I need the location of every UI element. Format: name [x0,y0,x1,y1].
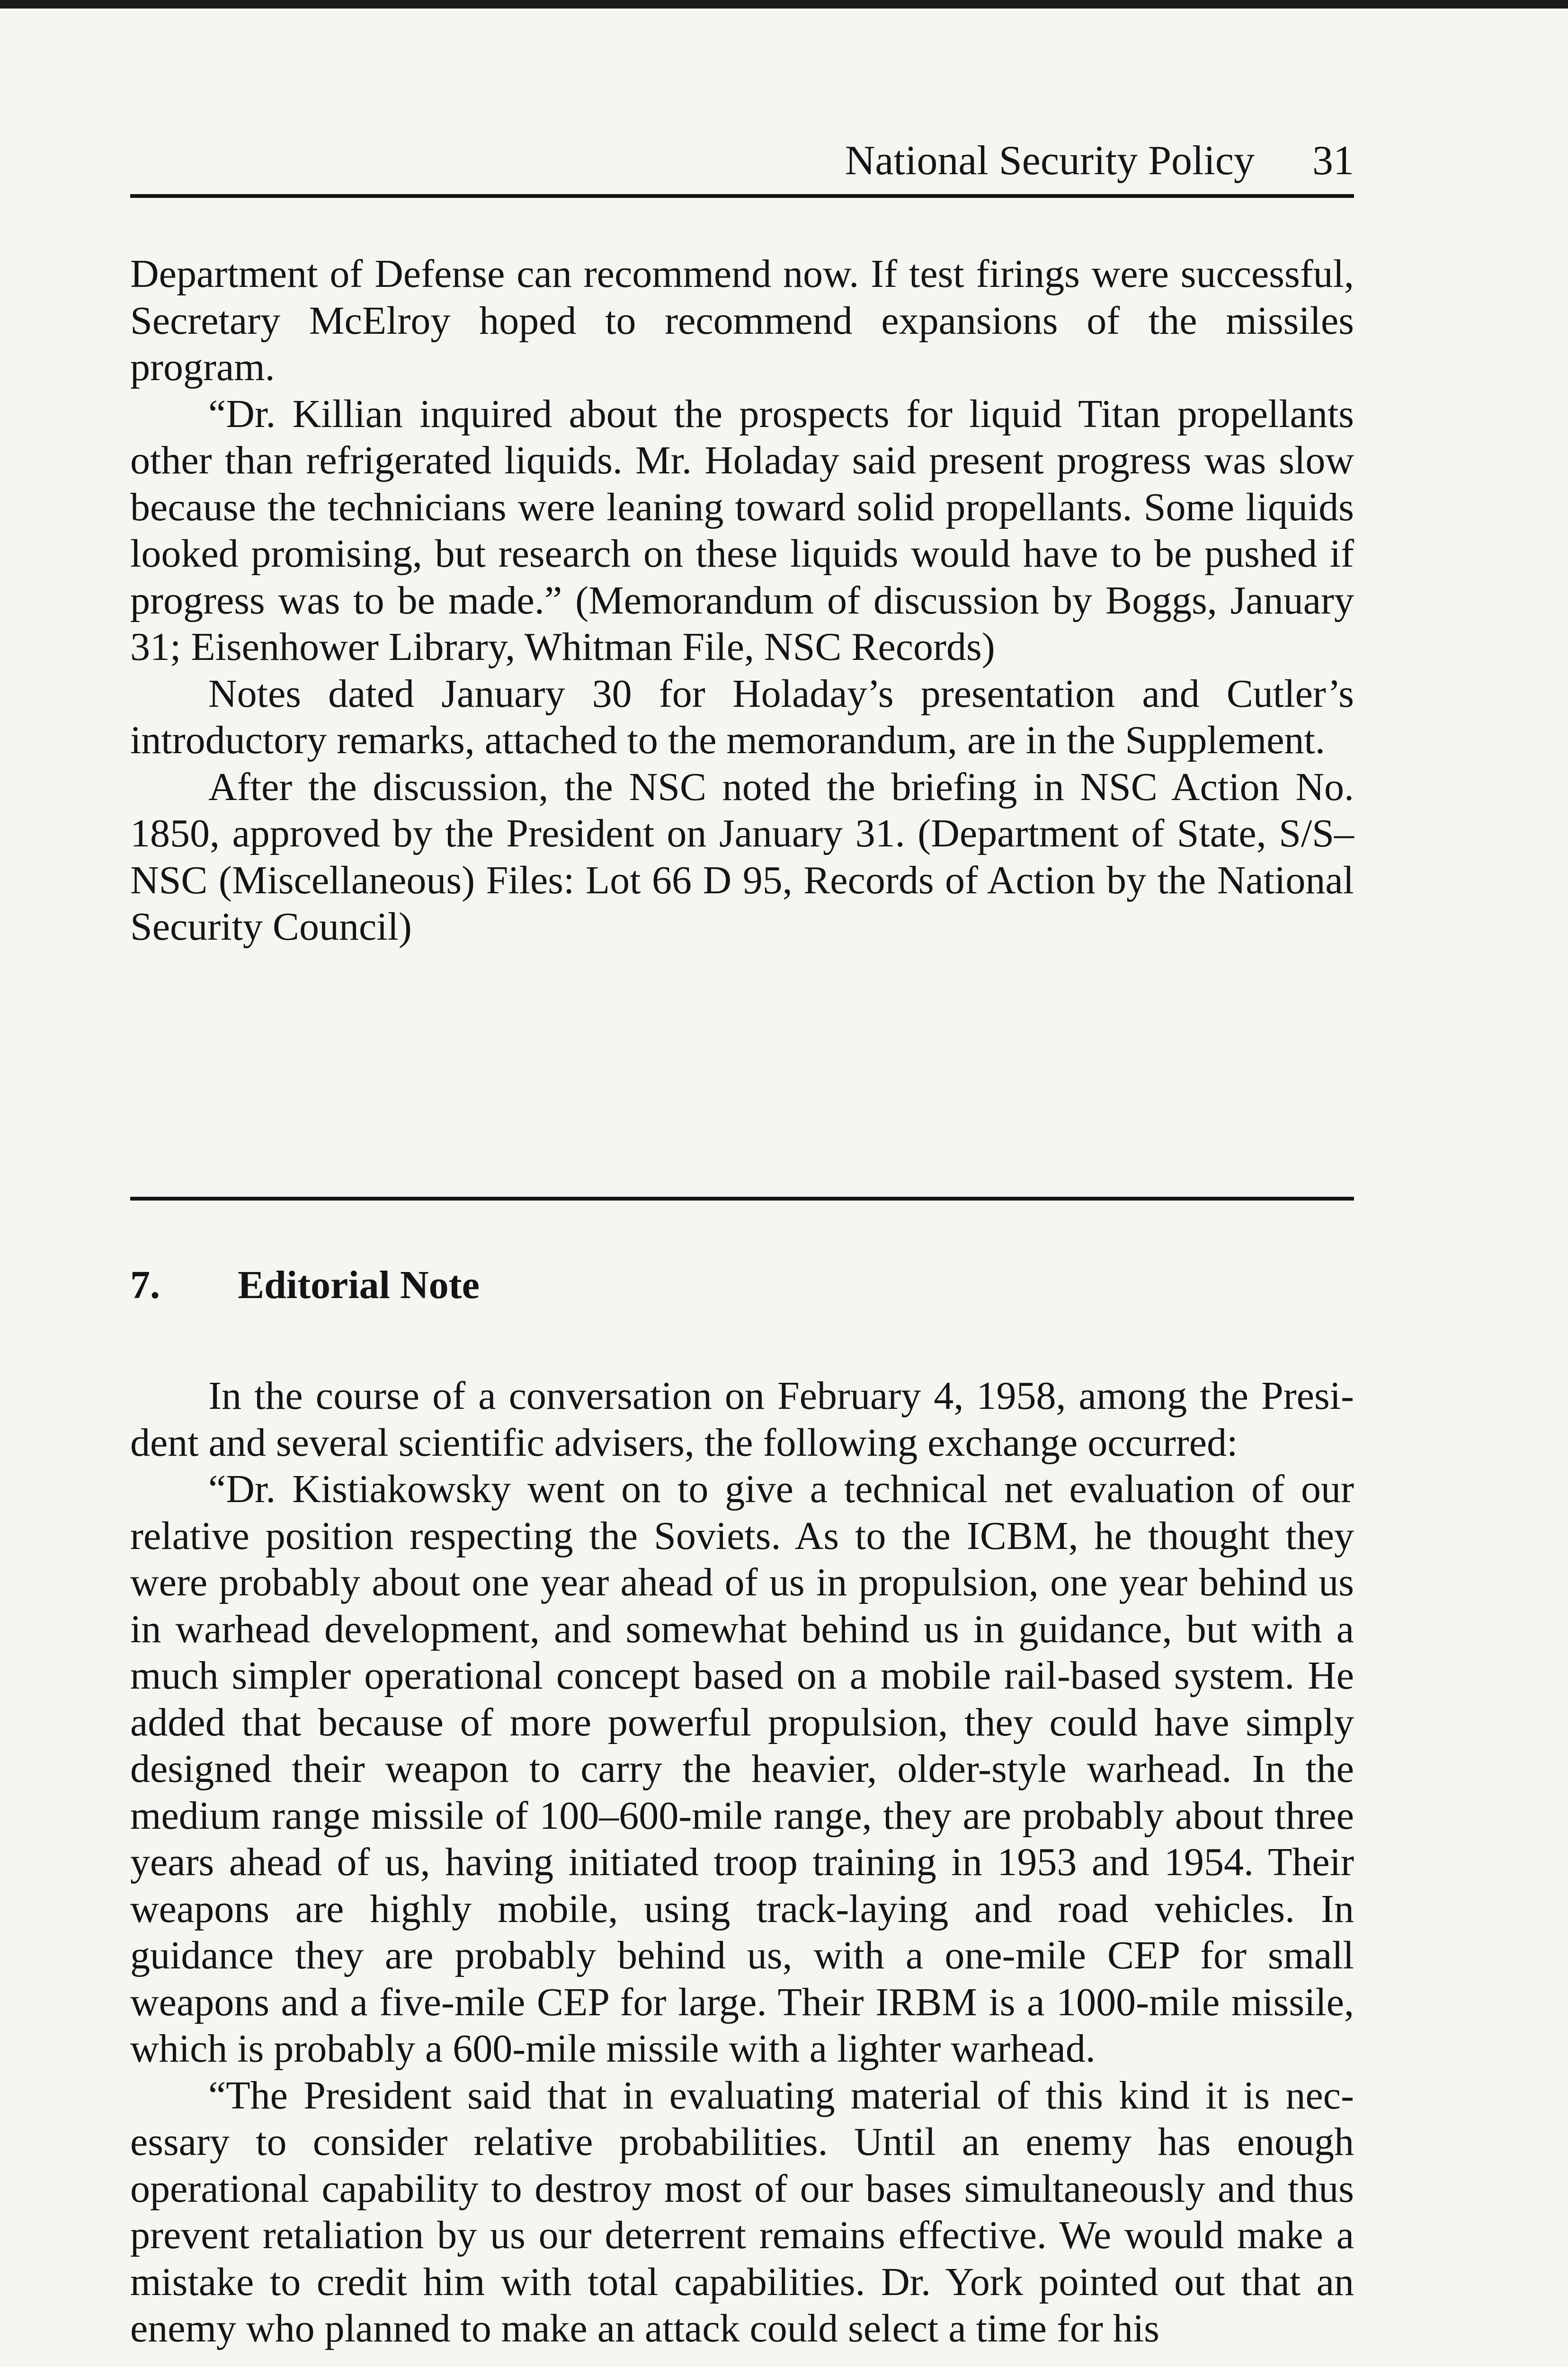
running-title: National Security Policy [845,138,1255,184]
section-title: Editorial Note [238,1263,480,1307]
paragraph: “Dr. Killian inquired about the prospects for liquid Titan propellants other than refrigerated liquids. Mr. Holaday said present progress was slow because the technicians were leaning toward solid propellants. Some liquids looked promising, but research on these liquids would have to be pushed if progress was to be made.” (Memorandum of discussion by Boggs, January 31; Eisenhower Library, Whitman File, NSC Records) [130,392,1354,669]
section-heading [130,1262,480,1309]
paragraph: Notes dated January 30 for Holaday’s presentation and Cutler’s introductory remarks, attached to the memorandum, are in the Supplement. [130,671,1354,762]
paragraph: After the discussion, the NSC noted the briefing in NSC Action No. 1850, approved by the President on January 31. (Department of State, S/S–NSC (Miscellaneous) Files: Lot 66 D 95, Records of Action by the National Security Council) [130,765,1354,949]
page-top-edge [0,0,1568,9]
page-number: 31 [1312,138,1354,184]
page-header [130,128,1354,198]
section-body [130,1373,1354,2352]
section-number: 7. [130,1263,160,1307]
paragraph: “Dr. Kistiakowsky went on to give a technical net evaluation of our relative position respecting the Soviets. As to the ICBM, he thought they were probably about one year ahead of us in propulsion, one year behind us in warhead development, and somewhat behind us in guidance, but with a much simpler operational concept based on a mobile rail-based system. He added that because of more powerful propulsion, they could have simply designed their weapon to carry the heavier, older-style warhead. In the medium range missile of 100–600-mile range, they are probably about three years ahead of us, having initiated troop training in 1953 and 1954. Their weapons are highly mobile, using track-laying and road vehicles. In guidance they are probably behind us, with a one-mile CEP for small weapons and a five-mile CEP for large. Their IRBM is a 1000-mile missile, which is probably a 600-mile missile with a lighter warhead. [130,1467,1354,2071]
continued-text [130,251,1354,951]
paragraph: In the course of a conversation on February 4, 1958, among the President and several scientific advisers, the following exchange occurred: [130,1374,1354,1465]
paragraph: Department of Defense can recommend now. If test firings were successful, Secretary McElroy hoped to recommend expansions of the missiles program. [130,252,1354,389]
paragraph: “The President said that in evaluating material of this kind it is necessary to consider relative probabilities. Until an enemy has enough operational capability to destroy most of our bases simultaneously and thus prevent retaliation by us our deterrent remains effective. We would make a mistake to credit him with total capabilities. Dr. York pointed out that an enemy who planned to make an attack could select a time for his [130,2073,1354,2350]
section-divider [130,1197,1354,1201]
